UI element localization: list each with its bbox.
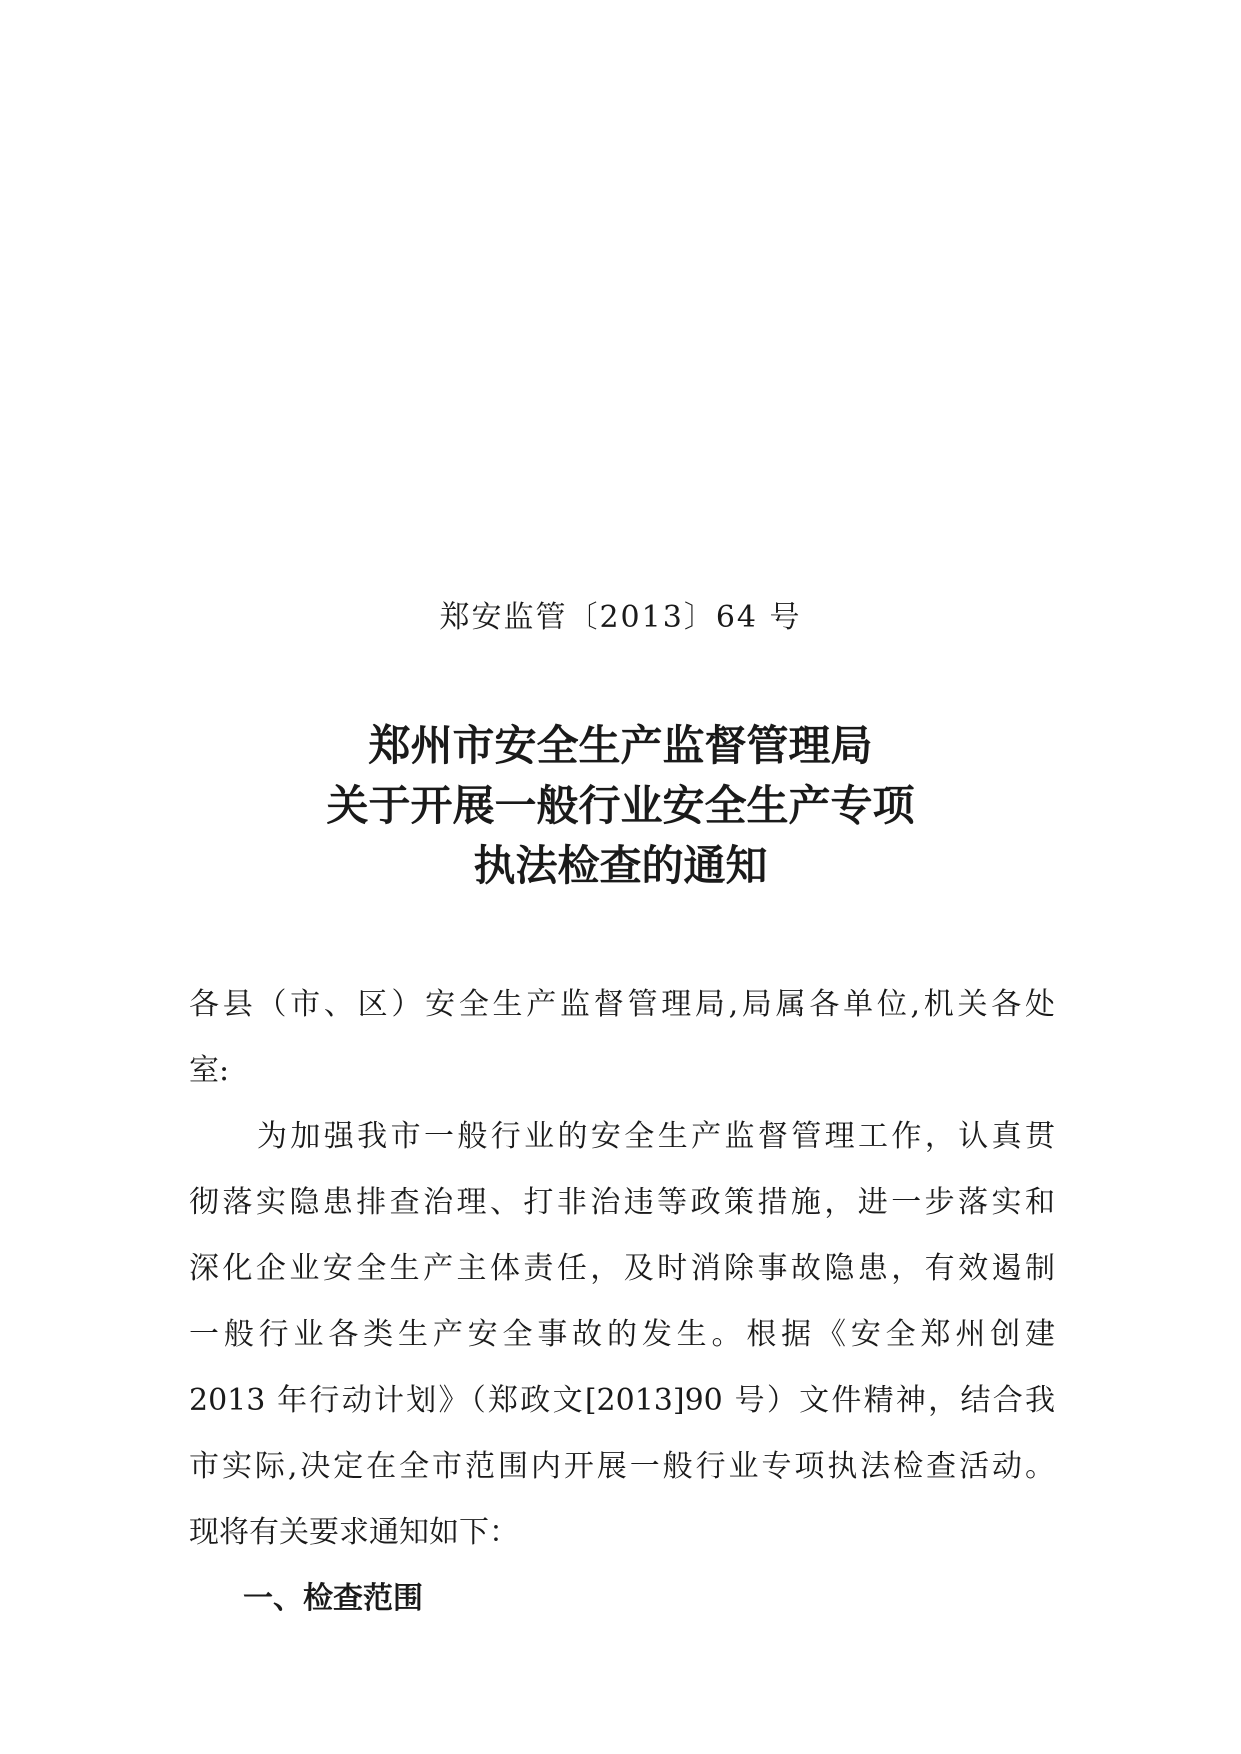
title-line: 郑州市安全生产监督管理局: [368, 721, 873, 770]
paragraph-line: 为加强我市一般行业的安全生产监督管理工作，认真贯: [257, 1119, 1055, 1154]
salutation-line: 室:: [189, 1053, 230, 1088]
title-line: 关于开展一般行业安全生产专项: [326, 781, 915, 830]
paragraph-line: 2013 年行动计划》（郑政文[2013]90 号）文件精神，结合我: [189, 1383, 1055, 1418]
document-number: 郑安监管〔2013〕64 号: [439, 600, 802, 635]
paragraph-line: 彻落实隐患排查治理、打非治违等政策措施，进一步落实和: [189, 1185, 1055, 1220]
document-body: [189, 972, 1055, 1632]
paragraph-line: 现将有关要求通知如下：: [189, 1515, 519, 1550]
section-heading: 一、检查范围: [243, 1581, 423, 1616]
salutation-line: 各县（市、区）安全生产监督管理局,局属各单位,机关各处: [189, 987, 1055, 1022]
document-title: [0, 716, 1241, 896]
title-line: 执法检查的通知: [473, 841, 768, 890]
paragraph-line: 一般行业各类生产安全事故的发生。根据《安全郑州创建: [189, 1317, 1055, 1352]
paragraph-line: 深化企业安全生产主体责任，及时消除事故隐患，有效遏制: [189, 1251, 1055, 1286]
paragraph-line: 市实际,决定在全市范围内开展一般行业专项执法检查活动。: [189, 1449, 1055, 1484]
